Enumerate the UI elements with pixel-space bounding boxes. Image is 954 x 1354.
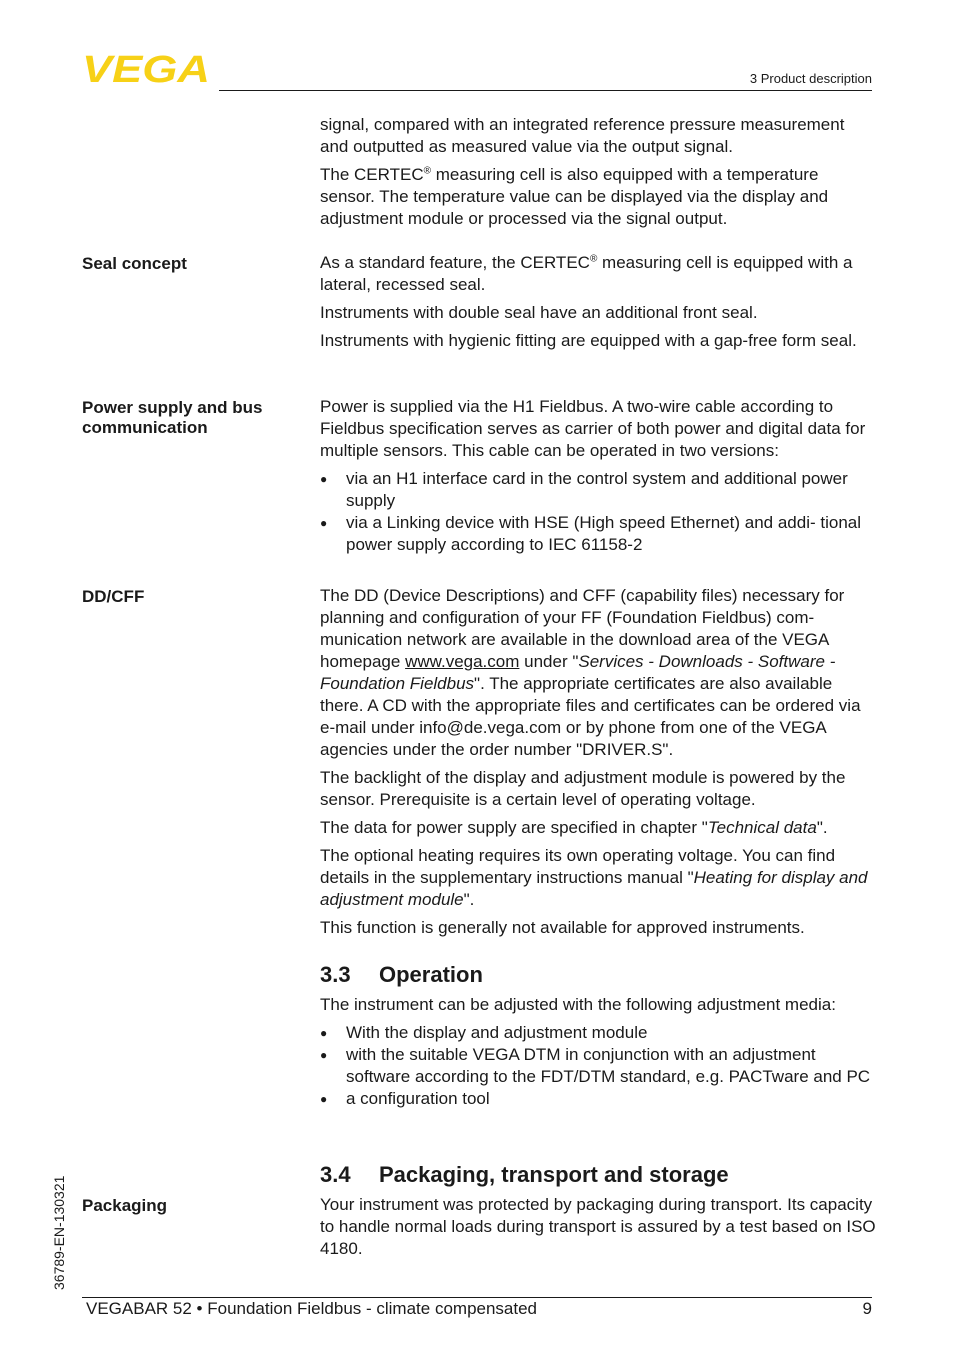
- ddcff-paragraph-5: This function is generally not available for approved instruments.: [320, 918, 805, 937]
- operation-heading-number: 3.3: [320, 962, 351, 987]
- operation-heading: [320, 962, 483, 988]
- operation-intro: The instrument can be adjusted with the following adjustment media:: [320, 995, 836, 1014]
- packaging-label: Packaging: [82, 1196, 168, 1215]
- ddcff-paragraph-1: The DD (Device Descriptions) and CFF (capability files) necessary for planning and configuration of your FF (Foundation Fieldbus) com- munication network are available in the download area of the VEGA homepage www.vega.com under "Services - Downloads - Software - Foundation Fieldbus". The appropriate certificates are also available there. A CD with the appropriate files and certificates can be ordered via e-mail under info@de.vega.com or by phone from one of the VEGA agencies under the order number "DRIVER.S".: [320, 586, 861, 759]
- footer-title: VEGABAR 52 • Foundation Fieldbus - climate compensated: [86, 1299, 538, 1318]
- seal-paragraph-1: As a standard feature, the CERTEC® measuring cell is equipped with a lateral, recessed seal.: [320, 253, 853, 294]
- ddcff-paragraph-4: The optional heating requires its own operating voltage. You can find details in the supplementary instructions manual "Heating for display and adjustment module".: [320, 846, 868, 909]
- power-supply-label: Power supply and bus communication: [82, 398, 263, 437]
- list-item: ● via a Linking device with HSE (High speed Ethernet) and addi- tional power supply according to IEC 61158-2: [320, 512, 876, 556]
- section-label: 3 Product description: [749, 71, 872, 86]
- document-id: 36789-EN-130321: [51, 1175, 67, 1290]
- ddcff-block: [320, 585, 876, 939]
- power-bullet-list: [320, 468, 876, 556]
- list-item: ● via an H1 interface card in the control system and additional power supply: [320, 468, 876, 512]
- seal-paragraph-2: Instruments with double seal have an additional front seal.: [320, 303, 758, 322]
- seal-concept-label: Seal concept: [82, 254, 187, 273]
- intro-paragraph-1: signal, compared with an integrated reference pressure measurement and outputted as measured value via the output signal.: [320, 115, 845, 156]
- list-item: ● With the display and adjustment module: [320, 1022, 876, 1044]
- ddcff-label: DD/CFF: [82, 587, 145, 606]
- power-supply-block: [320, 396, 876, 556]
- footer-divider: [82, 1297, 872, 1298]
- operation-bullet-list: [320, 1022, 876, 1110]
- packaging-heading: [320, 1162, 729, 1188]
- intro-paragraph-2: The CERTEC® measuring cell is also equipped with a temperature sensor. The temperature value can be displayed via the display and adjustment module or processed via the signal output.: [320, 165, 829, 228]
- seal-paragraph-3: Instruments with hygienic fitting are equipped with a gap-free form seal.: [320, 331, 857, 350]
- operation-heading-title: Operation: [379, 962, 483, 987]
- ddcff-paragraph-2: The backlight of the display and adjustment module is powered by the sensor. Prerequisite is a certain level of operating voltage.: [320, 768, 846, 809]
- intro-block: [320, 114, 876, 230]
- packaging-heading-title: Packaging, transport and storage: [379, 1162, 729, 1187]
- packaging-heading-number: 3.4: [320, 1162, 351, 1187]
- seal-concept-block: [320, 252, 876, 352]
- logo-text: VEGA: [82, 52, 210, 84]
- vega-website-link[interactable]: www.vega.com: [405, 652, 520, 671]
- packaging-paragraph-1: Your instrument was protected by packaging during transport. Its capacity to handle normal loads during transport is assured by a test based on ISO 4180.: [320, 1195, 876, 1258]
- ddcff-paragraph-3: The data for power supply are specified in chapter "Technical data".: [320, 818, 828, 837]
- power-paragraph-1: Power is supplied via the H1 Fieldbus. A two-wire cable according to Fieldbus specification serves as carrier of both power and digital data for multiple sensors. This cable can be operated in two versions:: [320, 397, 866, 460]
- list-item: ● with the suitable VEGA DTM in conjunction with an adjustment software according to the FDT/DTM standard, e.g. PACTware and PC: [320, 1044, 876, 1088]
- page-number: 9: [862, 1299, 872, 1318]
- header-divider: [219, 90, 872, 91]
- vega-logo: [82, 52, 212, 84]
- list-item: ● a configuration tool: [320, 1088, 876, 1110]
- packaging-block: [320, 1194, 876, 1260]
- operation-block: [320, 994, 876, 1110]
